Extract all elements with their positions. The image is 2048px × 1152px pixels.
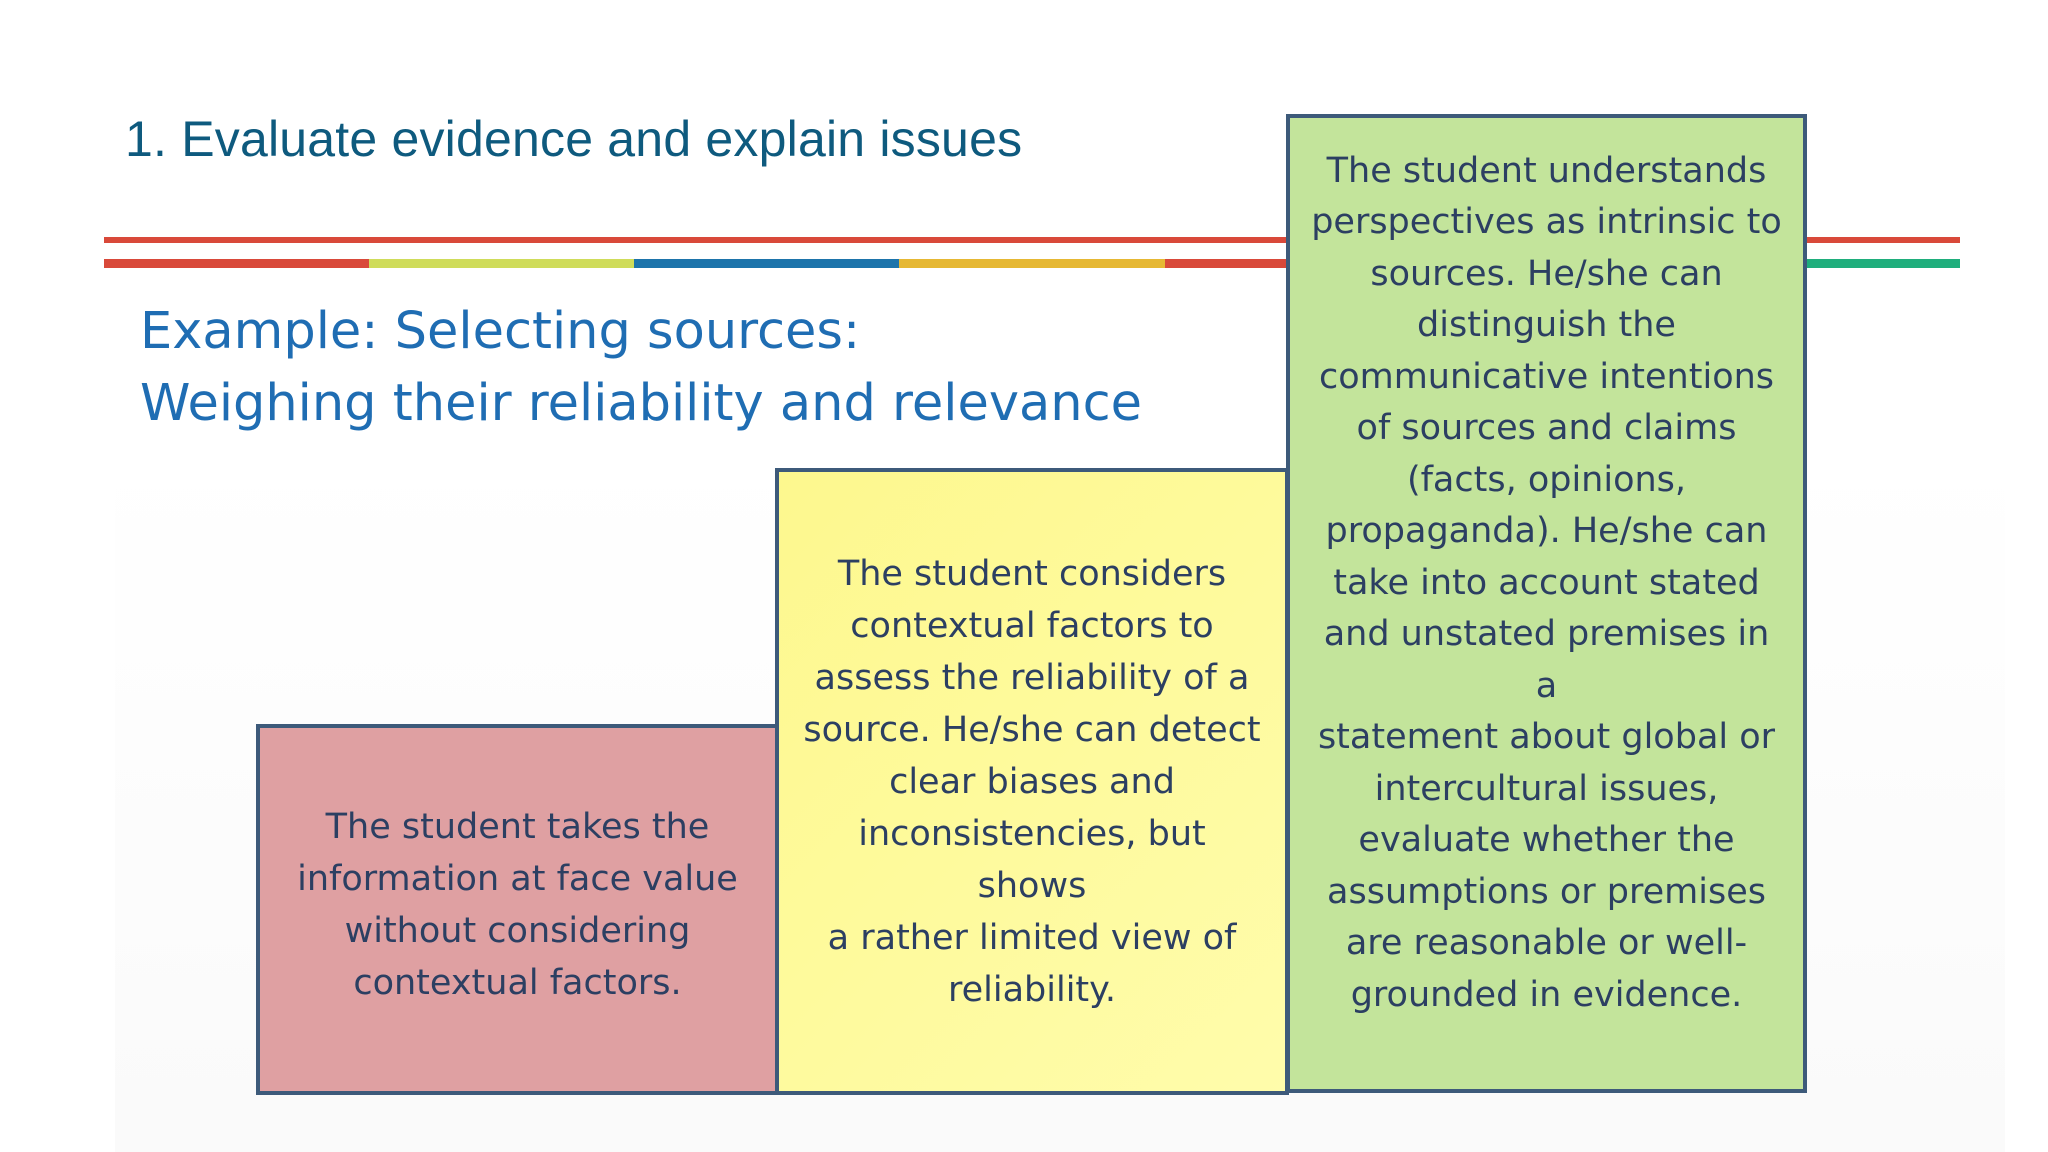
text-line: distinguish the bbox=[1417, 305, 1676, 346]
text-line: grounded in evidence. bbox=[1350, 974, 1743, 1015]
level-box-low-text bbox=[297, 801, 738, 1009]
text-line: sources. He/she can bbox=[1370, 253, 1723, 294]
text-line: of sources and claims bbox=[1356, 408, 1737, 449]
text-line: evaluate whether the bbox=[1358, 820, 1735, 861]
text-line: contextual factors. bbox=[353, 962, 682, 1003]
slide-subtitle bbox=[140, 296, 1142, 440]
divider-segment-blue bbox=[634, 259, 899, 268]
subtitle-line-1: Example: Selecting sources: bbox=[140, 302, 861, 361]
level-box-low bbox=[256, 724, 779, 1095]
text-line: are reasonable or well- bbox=[1345, 923, 1748, 964]
text-line: and unstated premises in a bbox=[1323, 614, 1770, 706]
text-line: assess the reliability of a bbox=[814, 657, 1250, 698]
text-line: source. He/she can detect bbox=[803, 709, 1261, 750]
text-line: perspectives as intrinsic to bbox=[1311, 202, 1782, 243]
text-line: reliability. bbox=[947, 969, 1116, 1010]
divider-segment-gold bbox=[899, 259, 1164, 268]
text-line: communicative intentions bbox=[1318, 356, 1775, 397]
text-line: statement about global or bbox=[1317, 717, 1776, 758]
text-line: without considering bbox=[344, 910, 691, 951]
text-line: contextual factors to bbox=[850, 605, 1214, 646]
divider-segment-red bbox=[104, 259, 369, 268]
text-line: information at face value bbox=[297, 858, 738, 899]
slide-title: 1. Evaluate evidence and explain issues bbox=[125, 111, 1023, 167]
text-line: assumptions or premises bbox=[1327, 871, 1766, 912]
text-line: take into account stated bbox=[1333, 562, 1760, 603]
text-line: The student understands bbox=[1326, 150, 1767, 191]
text-line: (facts, opinions, bbox=[1406, 459, 1687, 500]
text-line: propaganda). He/she can bbox=[1325, 511, 1768, 552]
text-line: The student considers bbox=[837, 553, 1227, 594]
text-line: inconsistencies, but shows bbox=[858, 813, 1206, 906]
level-box-mid-text bbox=[799, 548, 1265, 1016]
level-box-high-text bbox=[1310, 146, 1783, 1022]
level-box-mid bbox=[775, 468, 1289, 1095]
text-line: intercultural issues, bbox=[1374, 768, 1719, 809]
text-line: The student takes the bbox=[325, 806, 710, 847]
text-line: clear biases and bbox=[889, 761, 1175, 802]
text-line: a rather limited view of bbox=[827, 917, 1237, 958]
divider-segment-lime bbox=[369, 259, 634, 268]
subtitle-line-2: Weighing their reliability and relevance bbox=[140, 374, 1142, 433]
level-box-high bbox=[1286, 114, 1807, 1093]
